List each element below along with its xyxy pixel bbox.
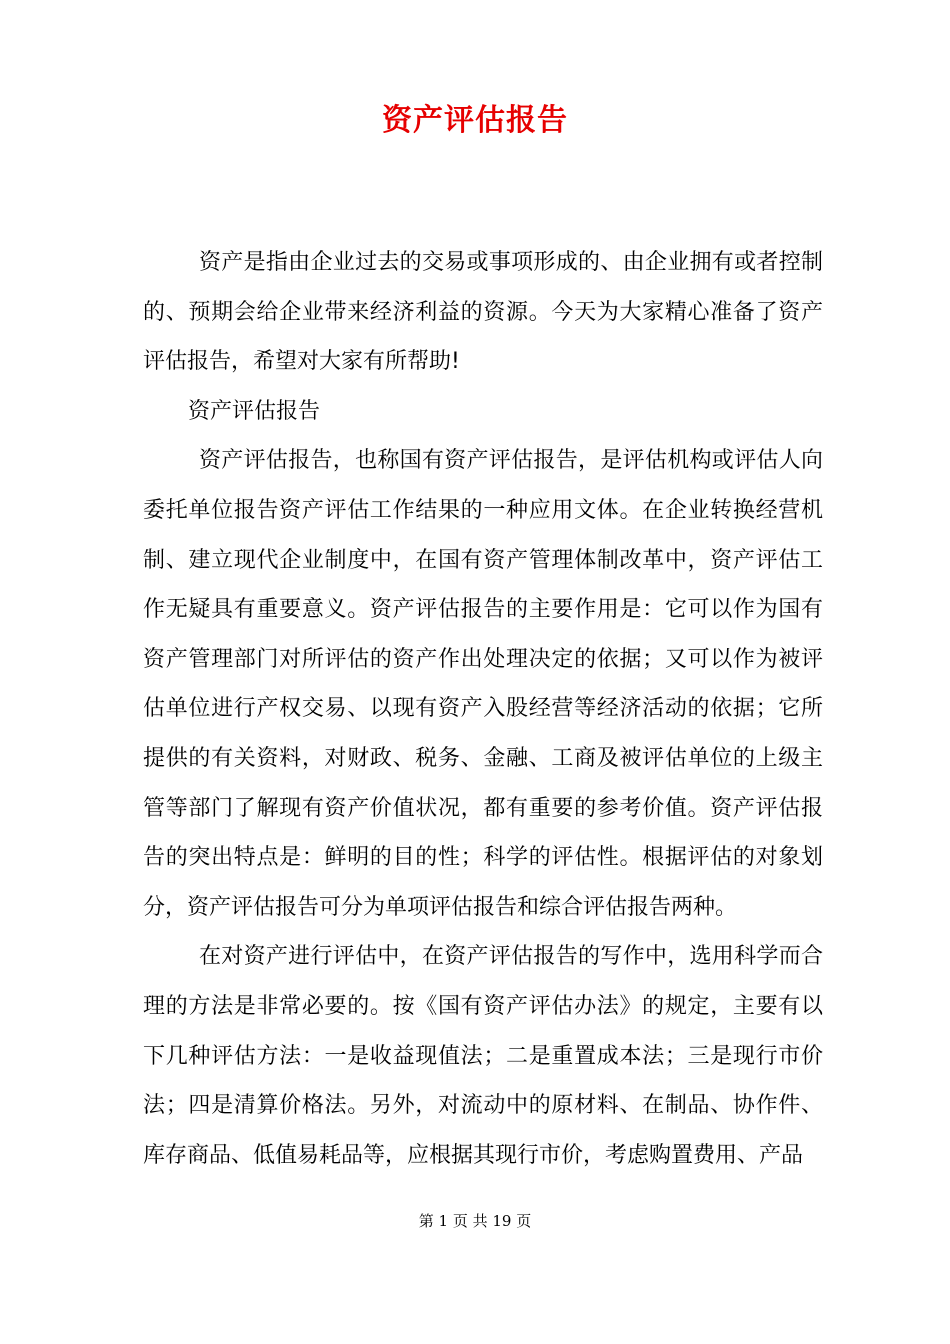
document-body bbox=[143, 238, 823, 1180]
document-title: 资产评估报告 bbox=[382, 103, 568, 138]
section-heading: 资产评估报告 bbox=[188, 398, 321, 424]
page-footer: 第 1 页 共 19 页 bbox=[418, 1212, 532, 1230]
body-paragraph: 资产评估报告，也称国有资产评估报告，是评估机构或评估人向委托单位报告资产评估工作结果的一种应用文体。在企业转换经营机制、建立现代企业制度中，在国有资产管理体制改革中，资产评估工作无疑具有重要意义。资产评估报告的主要作用是：它可以作为国有资产管理部门对所评估的资产作出处理决定的依据；又可以作为被评估单位进行产权交易、以现有资产入股经营等经济活动的依据；它所提供的有关资料，对财政、税务、金融、工商及被评估单位的上级主管等部门了解现有资产价值状况，都有重要的参考价值。资产评估报告的突出特点是：鲜明的目的性；科学的评估性。根据评估的对象划分，资产评估报告可分为单项评估报告和综合评估报告两种。 bbox=[143, 448, 823, 920]
body-paragraph: 在对资产进行评估中，在资产评估报告的写作中，选用科学而合理的方法是非常必要的。按《国有资产评估办法》的规定，主要有以下几种评估方法：一是收益现值法；二是重置成本法；三是现行市价法；四是清算价格法。另外，对流动中的原材料、在制品、协作件、库存商品、低值易耗品等，应根据其现行市价，考虑购置费用、产品 bbox=[143, 944, 823, 1168]
intro-paragraph: 资产是指由企业过去的交易或事项形成的、由企业拥有或者控制的、预期会给企业带来经济利益的资源。今天为大家精心准备了资产评估报告，希望对大家有所帮助! bbox=[143, 250, 823, 375]
